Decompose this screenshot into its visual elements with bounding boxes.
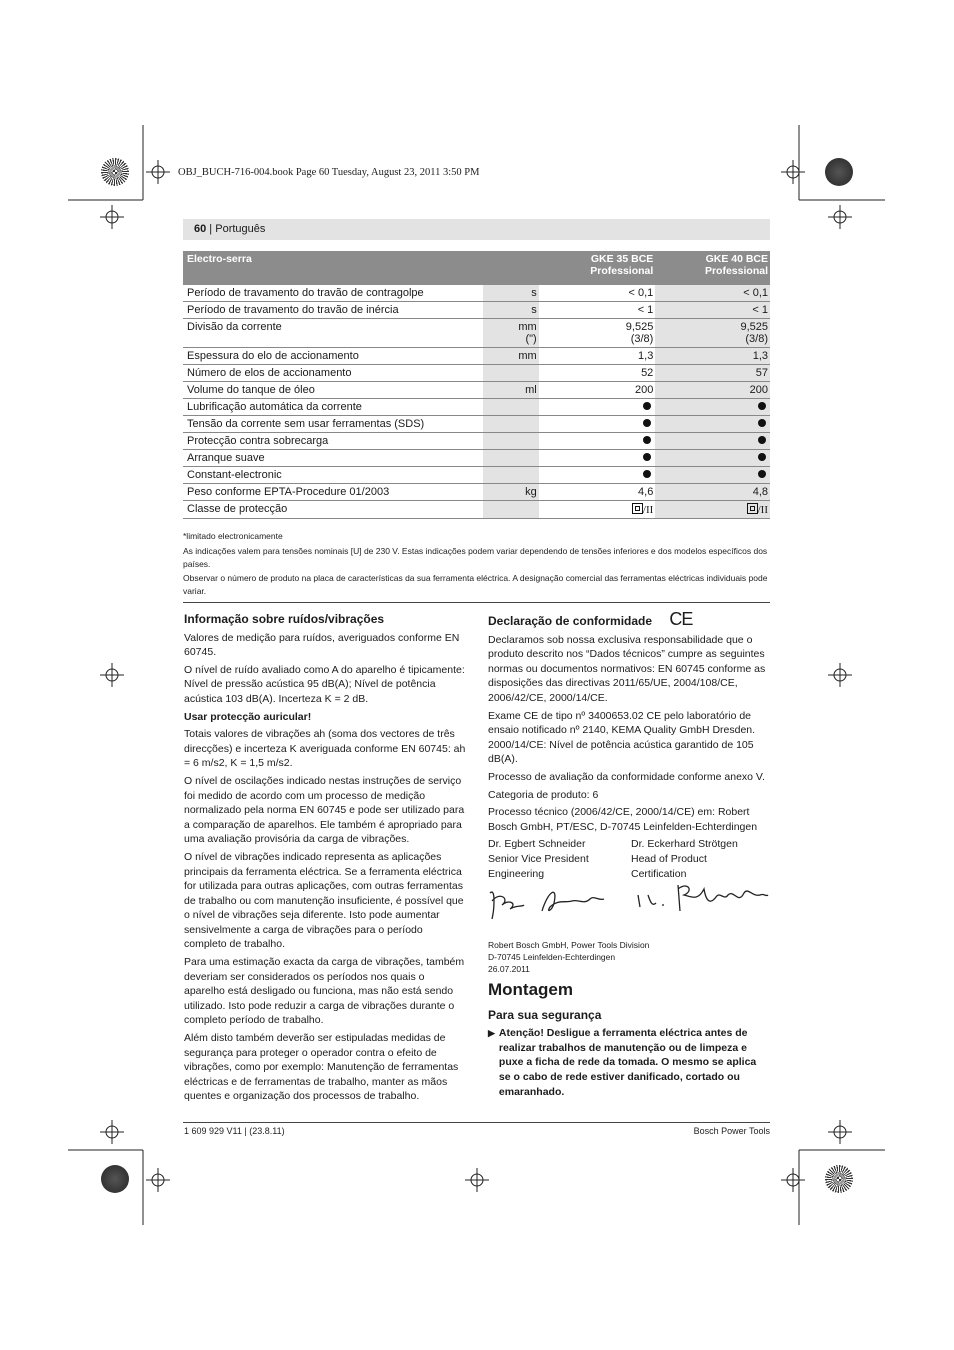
row-value	[539, 467, 656, 484]
spec-table	[183, 251, 770, 519]
row-label: Período de travamento do travão de inércia	[183, 302, 483, 319]
row-label: Volume do tanque de óleo	[183, 382, 483, 399]
ear-protection-note: Usar protecção auricular!	[184, 710, 312, 723]
signatories	[488, 837, 770, 881]
ce-mark-icon: CE	[669, 609, 693, 629]
row-value: < 0,1	[539, 285, 656, 302]
noise-p1: Valores de medição para ruídos, averiguados conforme EN 60745.	[184, 631, 460, 659]
page-number: 60	[194, 223, 207, 235]
row-unit	[483, 501, 539, 519]
feature-dot-icon	[758, 453, 766, 461]
row-label: Lubrificação automática da corrente	[183, 399, 483, 416]
row-value: 200	[655, 382, 770, 399]
table-note-1: As indicações valem para tensões nominais [U] de 230 V. Estas indicações podem variar dependendo de tensões inferiores e dos modelos específicos dos países.	[183, 546, 768, 569]
declaration-date: 26.07.2011	[488, 964, 530, 975]
table-notes	[183, 530, 770, 598]
row-value	[539, 416, 656, 433]
table-row	[183, 365, 770, 382]
noise-p2: O nível de ruído avaliado como A do aparelho é tipicamente: Nível de pressão acústica 95 dB(A); Nível de potência acústica 103 dB(A). Incerteza K = 2 dB.	[184, 663, 465, 705]
signatory-1	[488, 837, 631, 881]
row-unit: kg	[483, 484, 539, 501]
company-block	[488, 939, 770, 975]
table-row	[183, 285, 770, 302]
model-2-name: GKE 40 BCE	[705, 253, 768, 265]
vibration-p8: Além disto também deverão ser estipuladas medidas de segurança para proteger o operador contra o efeito de vibrações, como por exemplo: Manutenção de ferramentas eléctricas e de ferramentas de trabalho, manter as mãos quentes e organização dos processos de trabalho.	[184, 1032, 459, 1103]
feature-dot-icon	[758, 436, 766, 444]
sig2-role1: Head of Product	[631, 852, 707, 865]
feature-dot-icon	[643, 402, 651, 410]
sig1-role1: Senior Vice President	[488, 852, 589, 865]
row-value	[539, 433, 656, 450]
row-label: Classe de protecção	[183, 501, 483, 519]
vibration-p5: O nível de oscilações indicado nestas instruções de serviço foi medido de acordo com um processo de medição normalizado pela norma EN 60745 e pode ser utilizado para a comparação de aparelhos. Ele também é apropriado para uma avaliação provisória da carga de vibrações.	[184, 774, 465, 846]
conformity-p3: Processo de avaliação da conformidade conforme anexo V.	[488, 770, 765, 783]
row-unit	[483, 399, 539, 416]
row-label: Protecção contra sobrecarga	[183, 433, 483, 450]
warning-text: Atenção! Desligue a ferramenta eléctrica antes de realizar trabalhos de manutenção ou de limpeza e puxe a ficha de rede da tomada. O mesmo se aplica se o cabo de rede estiver danificado, cortado ou emaranhado.	[498, 1027, 757, 1098]
model-1-name: GKE 35 BCE	[590, 253, 654, 265]
row-label: Espessura do elo de accionamento	[183, 348, 483, 365]
row-value	[655, 433, 770, 450]
safety-subheading: Para sua segurança	[488, 1007, 602, 1022]
row-unit	[483, 433, 539, 450]
section-divider	[183, 602, 770, 603]
sig1-name: Dr. Egbert Schneider	[488, 838, 586, 851]
table-row	[183, 319, 770, 348]
page-language: Português	[215, 223, 266, 235]
conformity-p2: Exame CE de tipo nº 3400653.02 CE pelo laboratório de ensaio notificado nº 2140, KEMA Quality GmbH Dresden. 2000/14/CE: Nível de potência acústica garantido de 105 dB(A).	[488, 709, 756, 766]
feature-dot-icon	[643, 419, 651, 427]
row-value: 57	[655, 365, 770, 382]
table-note-2: Observar o número de produto na placa de características da sua ferramenta eléctrica. A designação comercial das ferramentas eléctricas individuais pode variar.	[183, 573, 768, 596]
table-header-model-1	[539, 251, 656, 285]
feature-dot-icon	[758, 470, 766, 478]
protection-class-icon	[747, 504, 758, 516]
noise-vibration-section	[184, 612, 466, 1107]
conformity-p1: Declaramos sob nossa exclusiva responsabilidade que o produto descrito nos “Dados técnicos” cumpre as seguintes normas ou documentos normativos: EN 60745 conforme as disposições das directivas 2011/65/UE, 2004/108/CE, 2006/42/CE, 2000/14/CE.	[488, 633, 766, 704]
company-name: Robert Bosch GmbH, Power Tools Division	[488, 940, 650, 951]
company-address: D-70745 Leinfelden-Echterdingen	[488, 952, 616, 963]
row-unit	[483, 467, 539, 484]
row-unit: mm	[483, 348, 539, 365]
conformity-title: Declaração de conformidade	[488, 614, 653, 628]
sig2-role2: Certification	[631, 867, 687, 880]
row-label: Constant-electronic	[183, 467, 483, 484]
row-label: Divisão da corrente	[183, 319, 483, 348]
feature-dot-icon	[643, 470, 651, 478]
vibration-p6: O nível de vibrações indicado representa as aplicações principais da ferramenta eléctrica. Se a ferramenta eléctrica for utilizada para outras aplicações, com outras ferramentas de trabalho ou com manutenção insuficiente, é possível que o nível de vibrações seja diferente. Isto pode aumentar sensivelmente a carga de vibrações para o período completo de trabalho.	[184, 850, 464, 951]
table-row	[183, 484, 770, 501]
table-header-product: Electro-serra	[183, 251, 483, 285]
row-value: 4,6	[539, 484, 656, 501]
table-header-unit	[483, 251, 539, 285]
row-value: < 1	[539, 302, 656, 319]
safety-warning	[488, 1026, 770, 1099]
sig1-role2: Engineering	[488, 867, 545, 880]
row-value: 9,525 (3/8)	[655, 319, 770, 348]
footer-divider	[183, 1122, 770, 1123]
feature-dot-icon	[643, 453, 651, 461]
row-unit	[483, 416, 539, 433]
row-value: 9,525 (3/8)	[539, 319, 656, 348]
row-value: /II	[539, 501, 656, 519]
signatory-2	[631, 837, 771, 881]
row-value: /II	[655, 501, 770, 519]
table-row	[183, 433, 770, 450]
handwritten-signatures	[488, 881, 770, 933]
row-value: < 0,1	[655, 285, 770, 302]
book-info-line: OBJ_BUCH-716-004.book Page 60 Tuesday, August 23, 2011 3:50 PM	[178, 167, 480, 178]
row-unit: ml	[483, 382, 539, 399]
row-label: Período de travamento do travão de contragolpe	[183, 285, 483, 302]
protection-class-icon	[632, 504, 643, 516]
row-value: 52	[539, 365, 656, 382]
table-body	[183, 285, 770, 519]
feature-dot-icon	[758, 419, 766, 427]
model-2-line: Professional	[704, 265, 768, 277]
row-value: 1,3	[539, 348, 656, 365]
table-row	[183, 382, 770, 399]
vibration-p7: Para uma estimação exacta da carga de vibrações, também deveriam ser considerados os períodos nos quais o aparelho está desligado ou funciona, mas não está sendo utilizado. Isto pode reduzir a carga de vibrações durante o completo período de trabalho.	[184, 956, 465, 1027]
conformity-p4: Categoria de produto: 6	[488, 788, 599, 801]
noise-heading: Informação sobre ruídos/vibrações	[184, 612, 385, 626]
conformity-heading	[488, 609, 770, 629]
row-value	[655, 416, 770, 433]
table-row	[183, 302, 770, 319]
sig2-name: Dr. Eckerhard Strötgen	[631, 838, 738, 851]
row-value	[655, 399, 770, 416]
row-value: < 1	[655, 302, 770, 319]
row-unit	[483, 450, 539, 467]
table-header-model-2	[655, 251, 770, 285]
footer-right: Bosch Power Tools	[693, 1126, 770, 1136]
conformity-p5: Processo técnico (2006/42/CE, 2000/14/CE) em: Robert Bosch GmbH, PT/ESC, D-70745 Leinfelden-Echterdingen	[488, 806, 758, 833]
bullet-triangle-icon: ▶	[488, 1028, 495, 1039]
row-unit: mm (")	[483, 319, 539, 348]
row-value: 1,3	[655, 348, 770, 365]
table-row	[183, 467, 770, 484]
table-row	[183, 501, 770, 519]
feature-dot-icon	[758, 402, 766, 410]
row-value: 4,8	[655, 484, 770, 501]
vibration-p4: Totais valores de vibrações ah (soma dos vectores de três direcções) e incerteza K averiguada conforme EN 60745: ah = 6 m/s2, K = 1,5 m/s2.	[184, 728, 466, 770]
montagem-heading: Montagem	[488, 980, 573, 1000]
row-unit: s	[483, 285, 539, 302]
row-label: Número de elos de accionamento	[183, 365, 483, 382]
page-header-bar	[183, 219, 770, 240]
header-separator: |	[206, 223, 216, 235]
table-row	[183, 348, 770, 365]
row-unit	[483, 365, 539, 382]
table-footnote: *limitado electronicamente	[183, 531, 283, 541]
row-value	[539, 450, 656, 467]
row-value	[539, 399, 656, 416]
row-label: Peso conforme EPTA-Procedure 01/2003	[183, 484, 483, 501]
table-row	[183, 399, 770, 416]
row-label: Tensão da corrente sem usar ferramentas (SDS)	[183, 416, 483, 433]
row-value	[655, 467, 770, 484]
feature-dot-icon	[643, 436, 651, 444]
row-value	[655, 450, 770, 467]
model-1-line: Professional	[590, 265, 654, 277]
table-row	[183, 416, 770, 433]
footer-left: 1 609 929 V11 | (23.8.11)	[184, 1126, 285, 1136]
table-header-row	[183, 251, 770, 285]
row-label: Arranque suave	[183, 450, 483, 467]
row-unit: s	[483, 302, 539, 319]
row-value: 200	[539, 382, 656, 399]
table-row	[183, 450, 770, 467]
conformity-section	[488, 609, 770, 1099]
